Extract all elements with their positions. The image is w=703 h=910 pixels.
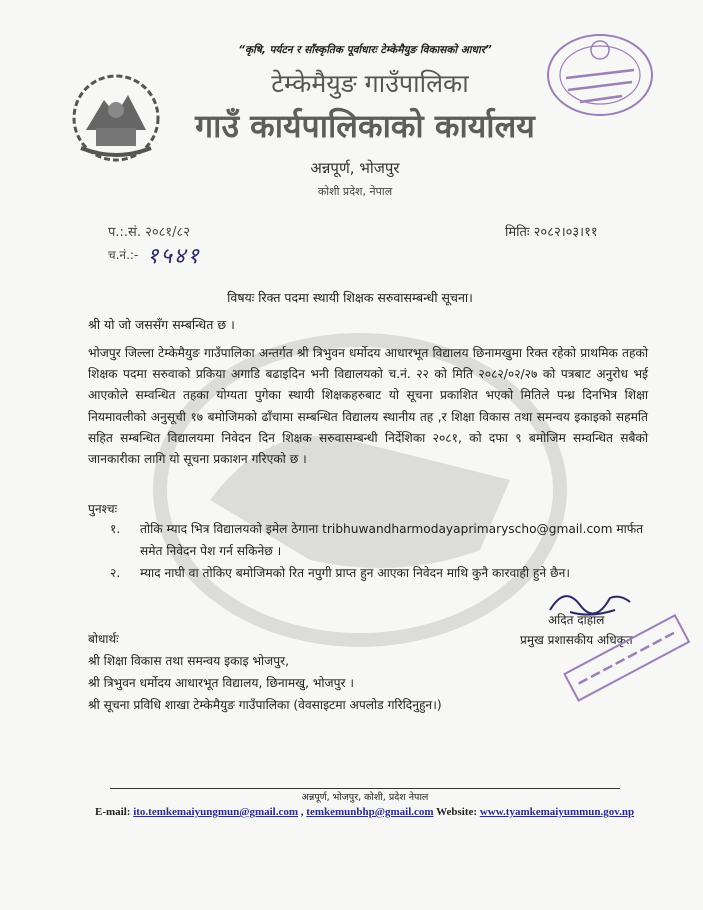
office-motto: “कृषि, पर्यटन र साँस्कृतिक पूर्वाधारः टेम्केमैयुङ विकासको आधार” (238, 44, 492, 56)
footer-contact (95, 806, 655, 818)
footer-address: अन्नपूर्ण, भोजपुर, कोशी, प्रदेश नेपाल (301, 792, 429, 803)
carbon-copy-recipient: श्री शिक्षा विकास तथा समन्वय इकाइ भोजपुर, (88, 654, 289, 668)
office-province: कोशी प्रदेश, नेपाल (317, 185, 393, 198)
letter-reference-number: प.:.सं. २०८१/८२ (108, 225, 191, 240)
nepal-government-emblem-icon (66, 70, 166, 165)
email-link-secondary[interactable]: temkemunbhp@gmail.com (306, 806, 434, 818)
office-name: गाउँ कार्यपालिकाको कार्यालय (195, 107, 535, 145)
letter-subject: विषयः रिक्त पदमा स्थायी शिक्षक सरुवासम्बन्धी सूचना। (227, 290, 473, 305)
letter-addressee: श्री यो जो जससँग सम्बन्धित छ । (88, 317, 235, 332)
website-label: Website: (436, 806, 478, 818)
postscript-item-number: २. (110, 566, 121, 580)
email-separator: , (300, 806, 304, 818)
municipality-name: टेम्केमैयुङ गाउँपालिका (271, 69, 469, 98)
carbon-copy-recipient: श्री सूचना प्रविधि शाखा टेम्केमैयुङ गाउँपालिका (वेवसाइटमा अपलोड गरिदिनुहुन।) (88, 698, 442, 712)
carbon-copy-label: बोधार्थः (88, 632, 119, 646)
postscript-item-text: म्याद नाघी वा तोकिए बमोजिमको रित नपुगी प्राप्त हुन आएका निवेदन माथि कुनै कारवाही हुने छैन। (140, 566, 570, 580)
signatory-title: प्रमुख प्रशासकीय अधिकृत (520, 633, 633, 647)
official-designation-stamp-icon (555, 610, 695, 710)
postscript-item-number: १. (110, 522, 121, 536)
dispatch-number: १५४१ (147, 244, 201, 269)
letter-body: भोजपुर जिल्ला टेम्केमैयुङ गाउँपालिका अन्तर्गत श्री त्रिभुवन धर्मोदय आधारभूत विद्यालय छिनामखुमा रिक्त रहेको प्राथमिक तहको शिक्षक पदमा सरुवाको प्रकिया अगाडि बढाइदिन भनी विद्यालयको च.नं. २२ को मिति २०८२/०२/२७ को पत्रबाट अनुरोध भई आएकोले सम्वन्धित तहका योग्यता पुगेका स्थायी शिक्षकहरुबाट यो सूचना प्रकाशित भएको मितिले पन्ध्र दिनभित्र शिक्षा नियमावलीको अनुसूची १७ बमोजिमको ढाँचामा सम्बन्धित विद्यालय स्थानीय तह ,र शिक्षा विकास तथा समन्वय इकाइको सहमति सहित सम्बन्धित विद्यालयमा निवेदन दिन शिक्षक सरुवासम्बन्धी निर्देशिका २०८१, को दफा ९ बमोजिम सम्वन्धित सबैको जानकारीका लागि यो सूचना प्रकाशन गरिएको छ । (88, 346, 648, 467)
postscript-item-text: तोकि म्याद भित्र विद्यालयको इमेल ठेगाना tribhuwandharmodayaprimaryscho@gmail.com मार्फत समेत निवेदन पेश गर्न सकिनेछ । (140, 522, 644, 558)
office-address: अन्नपूर्ण, भोजपुर (310, 159, 400, 177)
website-link[interactable]: www.tyamkemaiyummun.gov.np (479, 806, 635, 818)
office-round-stamp-icon (538, 30, 658, 130)
dispatch-number-label: च.नं.:- (108, 248, 139, 262)
email-label: E-mail: (95, 806, 131, 818)
signatory-name: अदित दाहाल (548, 613, 605, 627)
carbon-copy-recipient: श्री त्रिभुवन धर्मोदय आधारभूत विद्यालय, छिनामखु, भोजपुर । (88, 676, 355, 690)
letter-date: मितिः २०८२।०३।११ (505, 225, 598, 240)
email-link-primary[interactable]: ito.temkemaiyungmun@gmail.com (133, 806, 299, 818)
footer-divider (110, 788, 620, 789)
postscript-label: पुनश्चः (88, 502, 118, 516)
